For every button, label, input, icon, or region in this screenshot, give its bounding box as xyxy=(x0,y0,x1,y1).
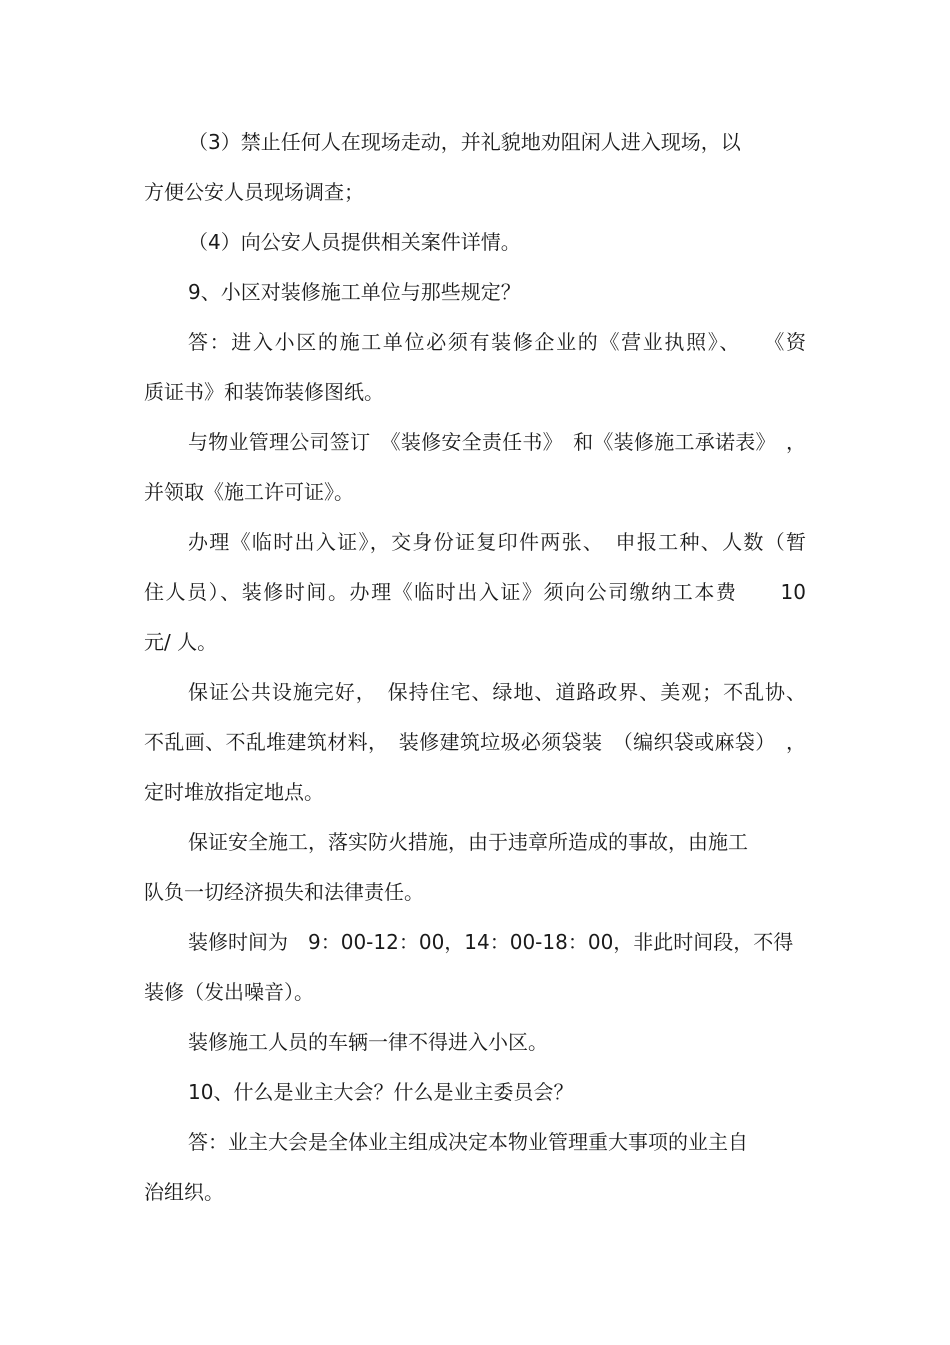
text-line-7: 与物业管理公司签订 《装修安全责任书》 和《装修施工承诺表》 ， xyxy=(188,430,806,454)
text-line-10: 住人员）、装修时间。办理《临时出入证》须向公司缴纳工本费 10 xyxy=(144,580,806,604)
text-line-8: 并领取《施工许可证》。 xyxy=(144,480,354,504)
text-line-12: 保证公共设施完好， 保持住宅、绿地、道路政界、美观；不乱协、 xyxy=(188,680,806,704)
text-line-1: （3）禁止任何人在现场走动，并礼貌地劝阻闲人进入现场，以 xyxy=(188,130,741,154)
text-line-22: 治组织。 xyxy=(144,1180,224,1204)
text-line-16: 队负一切经济损失和法律责任。 xyxy=(144,880,424,904)
text-line-9: 办理《临时出入证》，交身份证复印件两张、 申报工种、人数（暂 xyxy=(188,530,806,554)
text-line-5: 答：进入小区的施工单位必须有装修企业的《营业执照》、 《资 xyxy=(188,330,806,354)
text-line-6: 质证书》和装饰装修图纸。 xyxy=(144,380,384,404)
question-9: 9、小区对装修施工单位与那些规定？ xyxy=(188,280,521,304)
text-line-14: 定时堆放指定地点。 xyxy=(144,780,324,804)
text-line-18: 装修（发出噪音）。 xyxy=(144,980,314,1004)
text-line-3: （4）向公安人员提供相关案件详情。 xyxy=(188,230,521,254)
text-line-17: 装修时间为 9：00-12：00，14：00-18：00，非此时间段，不得 xyxy=(188,930,794,954)
text-line-2: 方便公安人员现场调查； xyxy=(144,180,364,204)
question-10: 10、什么是业主大会？什么是业主委员会？ xyxy=(188,1080,574,1104)
text-line-13: 不乱画、不乱堆建筑材料， 装修建筑垃圾必须袋装 （编织袋或麻袋） ， xyxy=(144,730,806,754)
text-line-11: 元/ 人。 xyxy=(144,630,218,654)
text-line-21: 答：业主大会是全体业主组成决定本物业管理重大事项的业主自 xyxy=(188,1130,748,1154)
text-line-19: 装修施工人员的车辆一律不得进入小区。 xyxy=(188,1030,548,1054)
text-line-15: 保证安全施工，落实防火措施，由于违章所造成的事故，由施工 xyxy=(188,830,748,854)
